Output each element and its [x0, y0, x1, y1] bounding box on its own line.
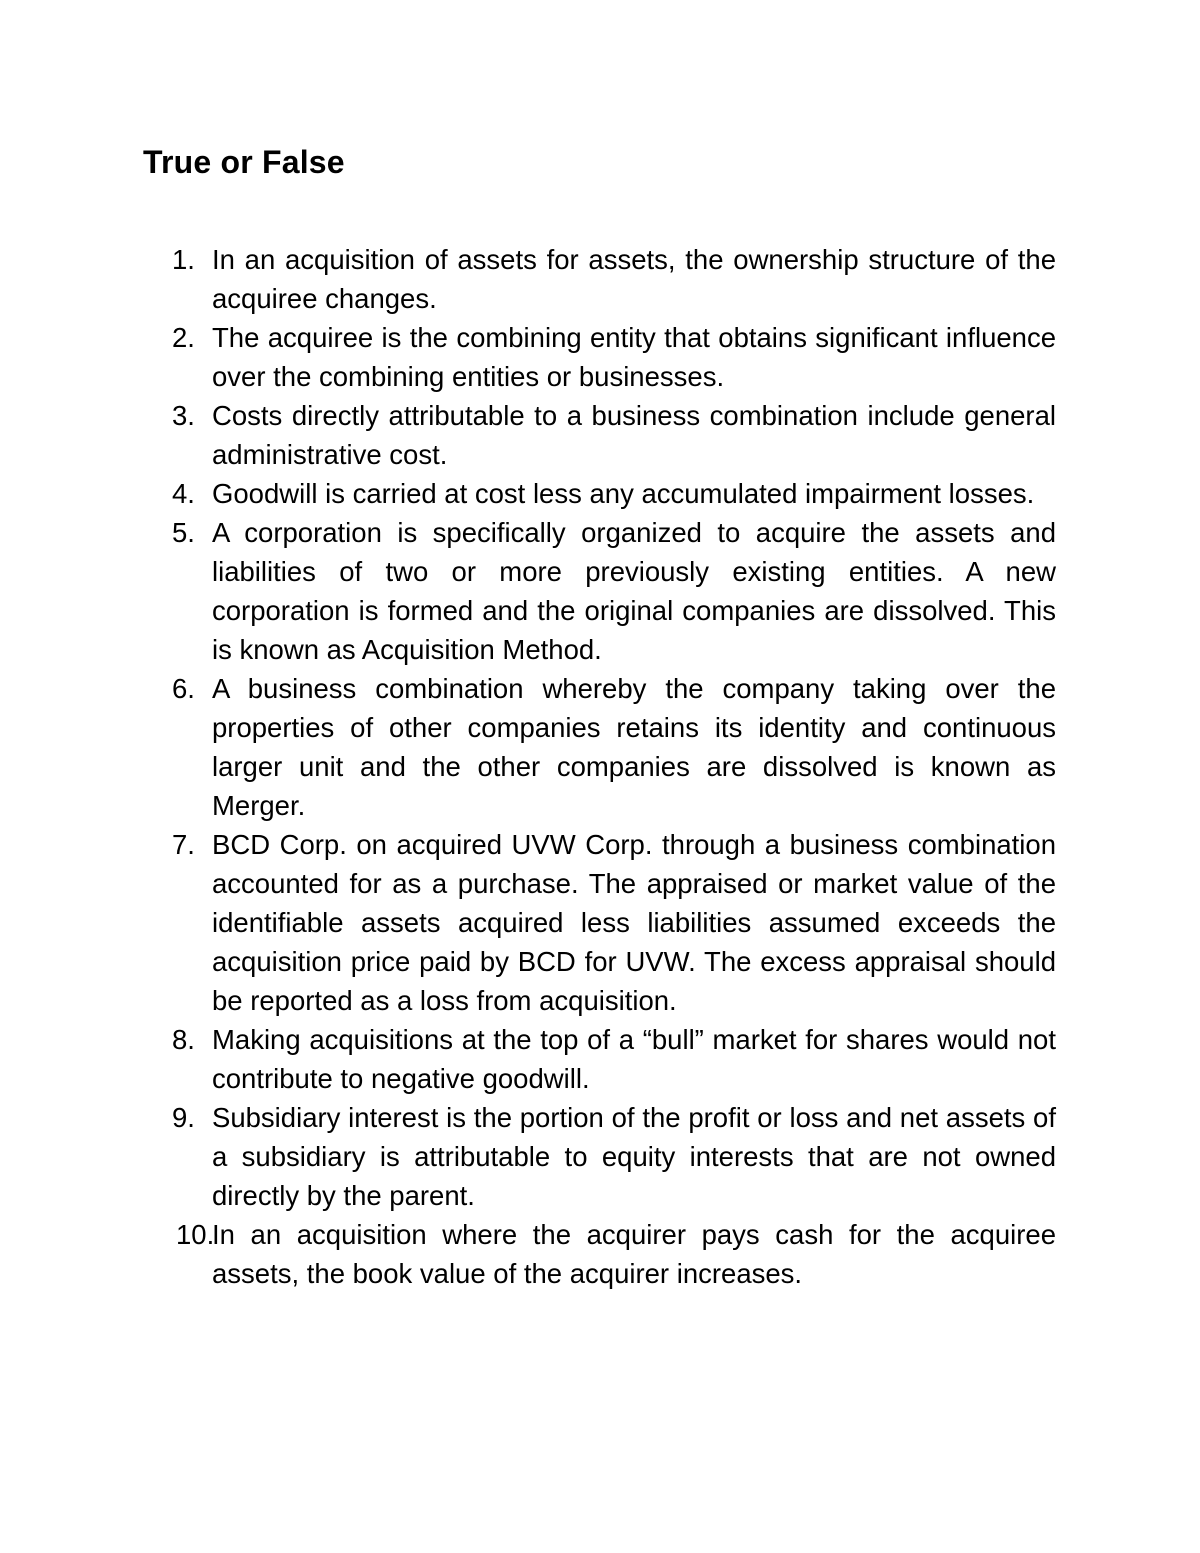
question-text: Making acquisitions at the top of a “bull” market for shares would not contribute to negative goodwill. — [212, 1024, 1056, 1094]
question-number: 2. — [172, 322, 195, 353]
question-item-8 — [143, 1020, 1056, 1098]
question-text: The acquiree is the combining entity that obtains significant influence over the combining entities or businesses. — [212, 322, 1056, 392]
question-text: A corporation is specifically organized to acquire the assets and liabilities of two or more previously existing entities. A new corporation is formed and the original companies are dissolved. This is known as Acquisition Method. — [212, 517, 1056, 665]
question-number: 4. — [172, 478, 195, 509]
question-list — [143, 240, 1056, 1293]
page-title: True or False — [143, 144, 345, 180]
question-number: 9. — [172, 1102, 195, 1133]
question-item-4 — [143, 474, 1056, 513]
question-item-6 — [143, 669, 1056, 825]
question-number: 3. — [172, 400, 195, 431]
question-number: 8. — [172, 1024, 195, 1055]
question-text: Costs directly attributable to a business combination include general administrative cost. — [212, 400, 1056, 470]
question-number: 5. — [172, 517, 195, 548]
question-text: In an acquisition where the acquirer pays cash for the acquiree assets, the book value of the acquirer increases. — [212, 1219, 1056, 1289]
question-item-9 — [143, 1098, 1056, 1215]
question-text: Goodwill is carried at cost less any accumulated impairment losses. — [212, 478, 1035, 509]
question-number: 6. — [172, 673, 195, 704]
question-text: BCD Corp. on acquired UVW Corp. through a business combination accounted for as a purchase. The appraised or market value of the identifiable assets acquired less liabilities assumed exceeds the acquisition price paid by BCD for UVW. The excess appraisal should be reported as a loss from acquisition. — [212, 829, 1056, 1016]
question-item-5 — [143, 513, 1056, 669]
question-text: Subsidiary interest is the portion of the profit or loss and net assets of a subsidiary is attributable to equity interests that are not owned directly by the parent. — [212, 1102, 1056, 1211]
question-number: 1. — [172, 244, 195, 275]
question-text: A business combination whereby the company taking over the properties of other companies retains its identity and continuous larger unit and the other companies are dissolved is known as Merger. — [212, 673, 1056, 821]
question-number: 10. — [176, 1219, 215, 1250]
question-item-10 — [143, 1215, 1056, 1293]
question-item-3 — [143, 396, 1056, 474]
question-number: 7. — [172, 829, 195, 860]
question-text: In an acquisition of assets for assets, the ownership structure of the acquiree changes. — [212, 244, 1056, 314]
question-item-7 — [143, 825, 1056, 1020]
question-item-2 — [143, 318, 1056, 396]
question-item-1 — [143, 240, 1056, 318]
